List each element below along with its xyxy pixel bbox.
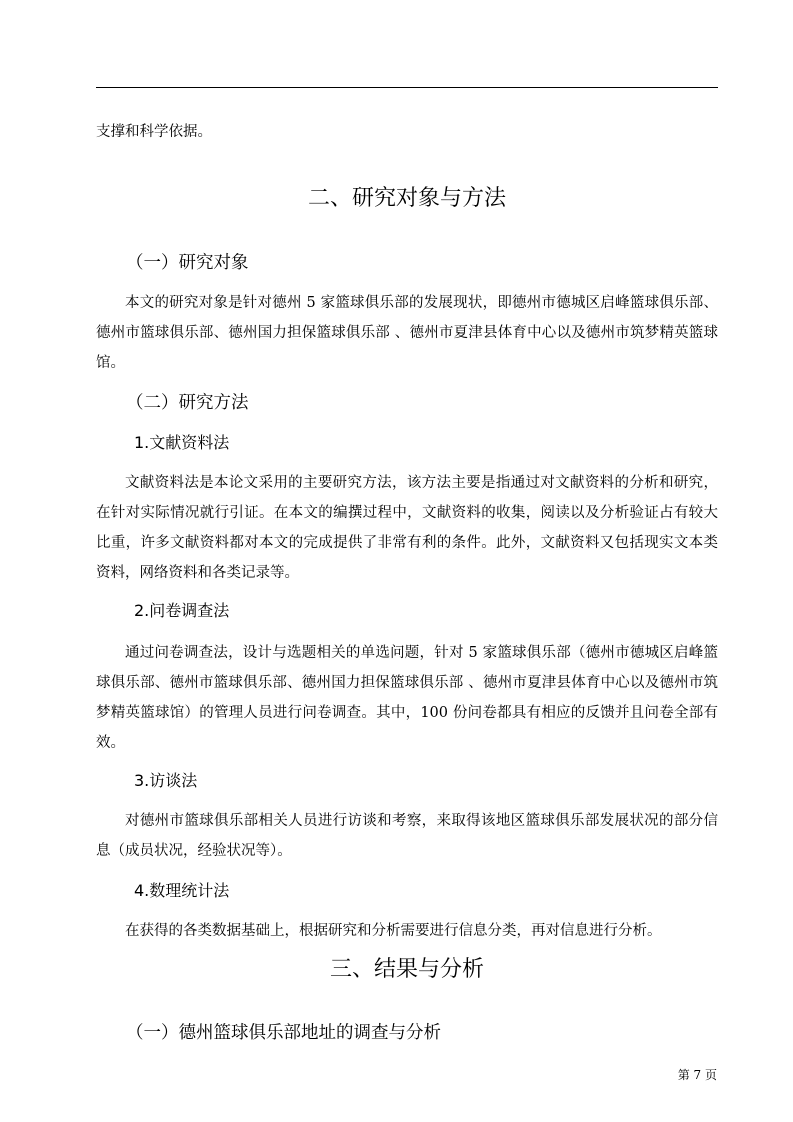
header-rule <box>96 87 718 88</box>
method-4-paragraph: 在获得的各类数据基础上，根据研究和分析需要进行信息分类，再对信息进行分析。 <box>125 923 662 939</box>
method-4-heading: 4.数理统计法 <box>134 881 230 900</box>
subsection-club-address-heading: （一）德州篮球俱乐部地址的调查与分析 <box>126 1023 441 1043</box>
subsection-research-methods-heading: （二）研究方法 <box>126 393 249 413</box>
method-2-heading: 2.问卷调查法 <box>134 601 230 620</box>
research-object-paragraph: 本文的研究对象是针对德州 5 家篮球俱乐部的发展现状，即德州市德城区启峰篮球俱乐部、德州市篮球俱乐部、德州国力担保篮球俱乐部 、德州市夏津县体育中心以及德州市筑梦精英篮球馆。 <box>96 295 718 371</box>
method-3-heading: 3.访谈法 <box>134 771 198 790</box>
section-2-title: 二、研究对象与方法 <box>307 186 506 211</box>
section-3-title: 三、结果与分析 <box>329 957 484 982</box>
continued-paragraph: 支撑和科学依据。 <box>96 124 212 140</box>
method-3-paragraph: 对德州市篮球俱乐部相关人员进行访谈和考察，来取得该地区篮球俱乐部发展状况的部分信息（成员状况，经验状况等）。 <box>96 813 718 859</box>
method-1-paragraph: 文献资料法是本论文采用的主要研究方法，该方法主要是指通过对文献资料的分析和研究，在针对实际情况就行引证。在本文的编撰过程中，文献资料的收集，阅读以及分析验证占有较大比重，许多文献资料都对本文的完成提供了非常有利的条件。此外，文献资料又包括现实文本类资料，网络资料和各类记录等。 <box>96 475 718 581</box>
subsection-research-object-heading: （一）研究对象 <box>126 253 249 273</box>
page-number: 第 7 页 <box>677 1068 717 1082</box>
method-2-paragraph: 通过问卷调查法，设计与选题相关的单选问题，针对 5 家篮球俱乐部（德州市德城区启峰篮球俱乐部、德州市篮球俱乐部、德州国力担保篮球俱乐部 、德州市夏津县体育中心以及德州市筑梦精英篮球馆）的管理人员进行问卷调查。其中，100 份问卷都具有相应的反馈并且问卷全部有效。 <box>96 645 718 751</box>
method-1-heading: 1.文献资料法 <box>134 433 230 452</box>
